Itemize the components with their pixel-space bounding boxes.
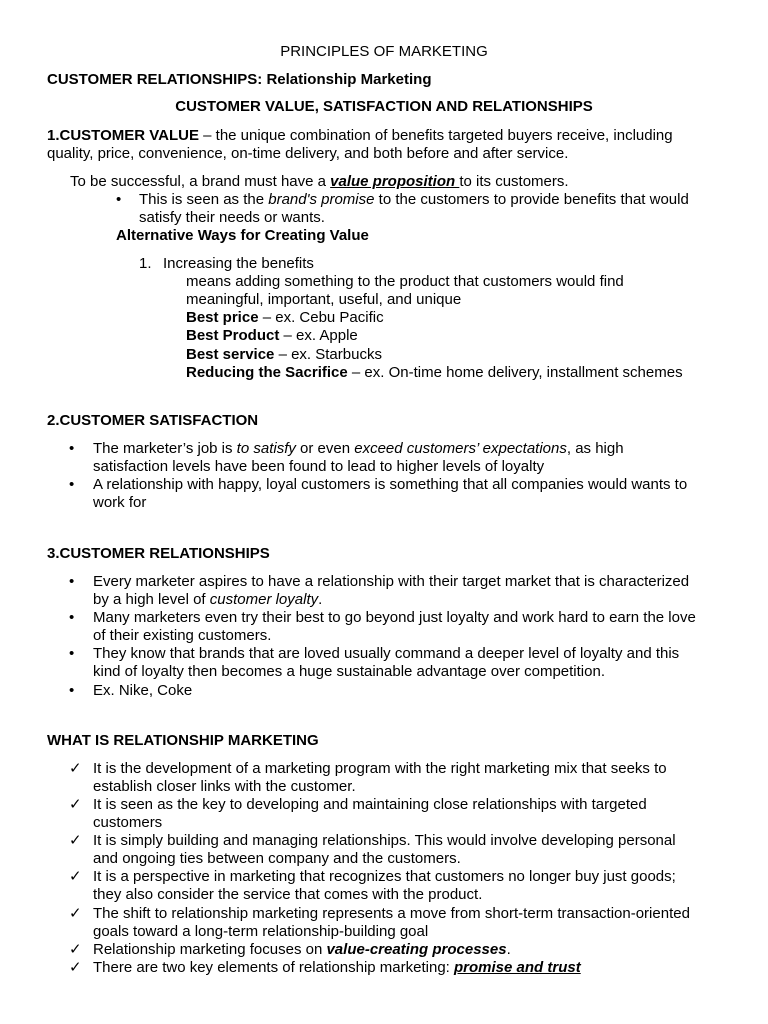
- subtitle: CUSTOMER RELATIONSHIPS: Relationship Marketing: [47, 71, 432, 88]
- bullet-post: to the customers to provide benefits that would: [374, 191, 689, 208]
- rm-item-5-line-2: goals toward a long-term relationship-building goal: [93, 923, 429, 940]
- value-creating-term: value-creating processes: [326, 941, 507, 958]
- rm-item-3-line-2: and ongoing ties between company and the customers.: [93, 850, 461, 867]
- rm-item-3: It is simply building and managing relationships. This would involve developing personal: [93, 832, 676, 849]
- rm-item-1-line-2: establish closer links with the customer.: [93, 778, 356, 795]
- text-run: .: [506, 941, 511, 958]
- success-post: to its customers.: [459, 173, 569, 190]
- brand-promise-line-2: satisfy their needs or wants.: [139, 209, 325, 226]
- satisfaction-bullet-1: [93, 440, 624, 458]
- satisfaction-bullet-2-line-2: work for: [93, 494, 147, 511]
- text-run: or even: [295, 440, 355, 457]
- relationships-heading: 3.CUSTOMER RELATIONSHIPS: [47, 545, 270, 562]
- rm-item-6: [93, 941, 511, 959]
- relationships-bullet-2: Many marketers even try their best to go beyond just loyalty and work hard to earn the love: [93, 609, 696, 626]
- emphasis: exceed customers’ expectations: [354, 440, 567, 457]
- rm-item-7: [93, 959, 581, 977]
- checkmark-icon: ✓: [69, 941, 82, 958]
- brand-promise-line-1: [139, 191, 689, 209]
- rm-item-2: It is seen as the key to developing and maintaining close relationships with targeted: [93, 796, 647, 813]
- definition-line-2: quality, price, convenience, on-time delivery, and both before and after service.: [47, 145, 569, 162]
- bullet-icon: •: [69, 476, 75, 493]
- example-line: [186, 364, 683, 382]
- checkmark-icon: ✓: [69, 959, 82, 976]
- example-line: [186, 346, 382, 364]
- relationships-bullet-2-line-2: of their existing customers.: [93, 627, 272, 644]
- rm-item-5: The shift to relationship marketing represents a move from short-term transaction-oriented: [93, 905, 690, 922]
- example-label: Best Product: [186, 327, 280, 344]
- text-run: .: [318, 591, 323, 608]
- rm-item-2-line-2: customers: [93, 814, 163, 831]
- relationships-bullet-3: They know that brands that are loved usually command a deeper level of loyalty and this: [93, 645, 680, 662]
- text-run: , as high: [566, 440, 624, 457]
- rm-item-4-line-2: they also consider the service that comes with the product.: [93, 886, 483, 903]
- example-text: – ex. Cebu Pacific: [258, 309, 384, 326]
- relationships-bullet-3-line-2: kind of loyalty then becomes a huge sustainable advantage over competition.: [93, 663, 605, 680]
- satisfaction-bullet-2: A relationship with happy, loyal customers is something that all companies would wants to: [93, 476, 688, 493]
- example-label: Reducing the Sacrifice: [186, 364, 348, 381]
- emphasis: to satisfy: [236, 440, 296, 457]
- example-text: – ex. Apple: [279, 327, 358, 344]
- bullet-icon: •: [69, 440, 75, 457]
- text-run: by a high level of: [93, 591, 210, 608]
- bullet-icon: •: [69, 682, 75, 699]
- example-line: [186, 327, 358, 345]
- means-line-1: means adding something to the product that customers would find: [186, 273, 624, 290]
- success-statement: [70, 173, 569, 191]
- example-line: [186, 309, 384, 327]
- relationships-bullet-1-line-2: [93, 591, 322, 609]
- checkmark-icon: ✓: [69, 868, 82, 885]
- text-run: The marketer’s job is: [93, 440, 237, 457]
- customer-value-heading: 1.CUSTOMER VALUE: [47, 127, 199, 144]
- success-pre: To be successful, a brand must have a: [70, 173, 331, 190]
- checkmark-icon: ✓: [69, 760, 82, 777]
- checkmark-icon: ✓: [69, 905, 82, 922]
- emphasis: customer loyalty: [209, 591, 319, 608]
- bullet-pre: This is seen as the: [139, 191, 269, 208]
- list-number: 1.: [139, 255, 152, 272]
- page-title: PRINCIPLES OF MARKETING: [280, 43, 488, 60]
- rm-heading: WHAT IS RELATIONSHIP MARKETING: [47, 732, 319, 749]
- rm-item-1: It is the development of a marketing program with the right marketing mix that seeks to: [93, 760, 667, 777]
- checkmark-icon: ✓: [69, 796, 82, 813]
- bullet-icon: •: [69, 645, 75, 662]
- bullet-icon: •: [69, 573, 75, 590]
- brand-promise-term: brand's promise: [268, 191, 375, 208]
- example-label: Best price: [186, 309, 259, 326]
- value-proposition-term: value proposition: [330, 173, 460, 190]
- text-run: There are two key elements of relationship marketing:: [93, 959, 455, 976]
- example-text: – ex. Starbucks: [274, 346, 382, 363]
- customer-value-definition: [47, 127, 673, 145]
- satisfaction-heading: 2.CUSTOMER SATISFACTION: [47, 412, 259, 429]
- alt-ways-heading: Alternative Ways for Creating Value: [116, 227, 369, 244]
- bullet-icon: •: [116, 191, 122, 208]
- rm-item-4: It is a perspective in marketing that recognizes that customers no longer buy just goods;: [93, 868, 676, 885]
- relationships-bullet-4: Ex. Nike, Coke: [93, 682, 193, 699]
- example-text: – ex. On-time home delivery, installment schemes: [347, 364, 683, 381]
- satisfaction-bullet-1-line-2: satisfaction levels have been found to lead to higher levels of loyalty: [93, 458, 545, 475]
- relationships-bullet-1: Every marketer aspires to have a relationship with their target market that is characterized: [93, 573, 690, 590]
- checkmark-icon: ✓: [69, 832, 82, 849]
- main-heading: CUSTOMER VALUE, SATISFACTION AND RELATIONSHIPS: [175, 98, 593, 115]
- text-run: Relationship marketing focuses on: [93, 941, 327, 958]
- means-line-2: meaningful, important, useful, and unique: [186, 291, 462, 308]
- definition-text: – the unique combination of benefits targeted buyers receive, including: [198, 127, 673, 144]
- promise-trust-term: promise and trust: [454, 959, 581, 976]
- example-label: Best service: [186, 346, 275, 363]
- increasing-benefits-label: Increasing the benefits: [163, 255, 314, 272]
- bullet-icon: •: [69, 609, 75, 626]
